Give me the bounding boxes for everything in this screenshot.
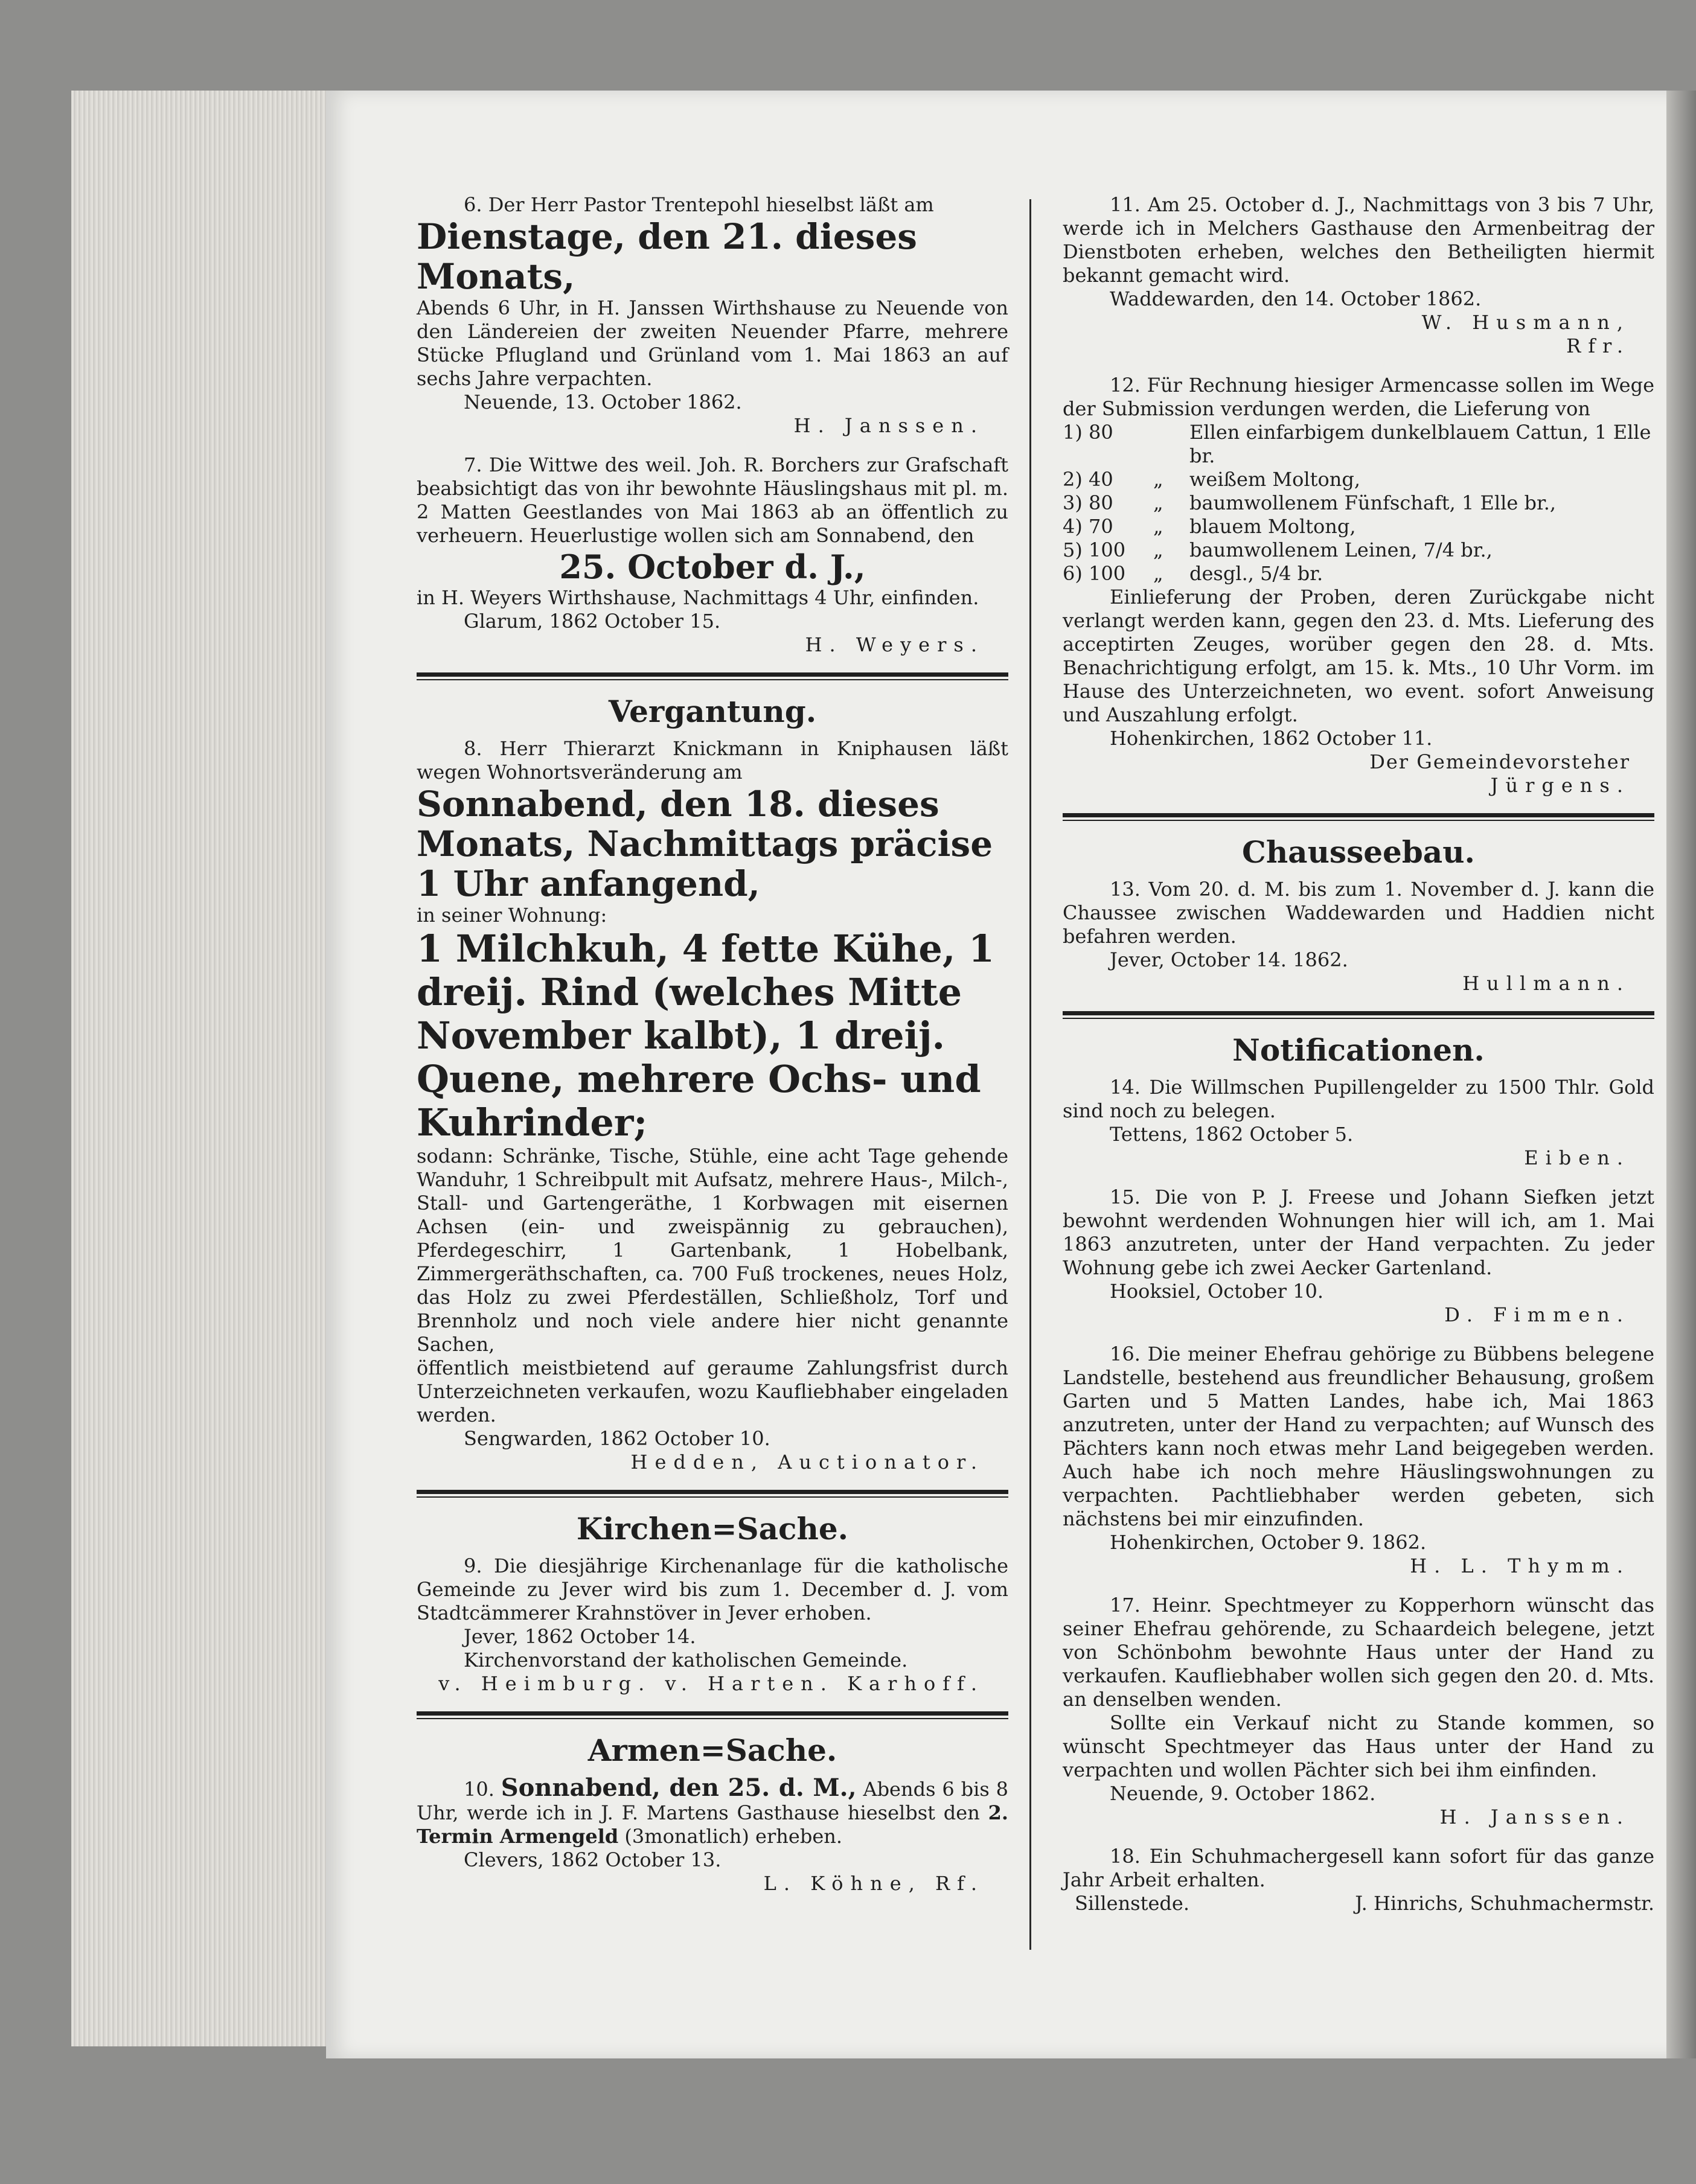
notice-10-body: Abends 6 bis 8 Uhr, werde ich in J. F. Martens Gasthause hieselbst den	[417, 1778, 1009, 1824]
notice-14-place-date: Tettens, 1862 October 5.	[1110, 1123, 1354, 1146]
notice-11	[1063, 193, 1654, 358]
notice-12-place-date: Hohenkirchen, 1862 October 11.	[1110, 727, 1433, 750]
notice-8-location: in seiner Wohnung:	[417, 904, 607, 927]
notice-10-date: Sonnabend, den 25. d. M.,	[501, 1774, 857, 1802]
notice-7-body2: in H. Weyers Wirthshause, Nachmittags 4 Uhr, einfinden.	[417, 586, 979, 609]
notice-10-signature: L. Köhne, Rf.	[763, 1872, 984, 1895]
column-divider	[1029, 199, 1031, 1950]
heading-kirchen: Kirchen=Sache.	[576, 1511, 849, 1547]
notice-6-date: Dienstage, den 21. dieses Monats,	[417, 216, 917, 297]
right-column	[1063, 193, 1654, 1931]
notice-9-signature: v. Heimburg. v. Harten. Karhoff.	[438, 1672, 984, 1695]
notice-6-body: Abends 6 Uhr, in H. Janssen Wirthshause zu Neuende von den Ländereien der zweiten Neuender Pfarre, mehrere Stücke Pflugland und Grünland vom 1. Mai 1863 an auf sechs Jahre verpachten.	[417, 296, 1008, 390]
section-rule	[417, 672, 1008, 680]
notice-7-place-date: Glarum, 1862 October 15.	[464, 610, 721, 633]
page-right-edge	[1666, 91, 1696, 2058]
section-chaussee	[1063, 834, 1654, 995]
notice-11-body: 11. Am 25. October d. J., Nachmittags von 3 bis 7 Uhr, werde ich in Melchers Gasthause den Armenbeitrag der Dienstboten erheben, welches den Betheiligten hiermit bekannt gemacht wird.	[1063, 193, 1654, 287]
notice-9-place-date: Jever, 1862 October 14.	[464, 1625, 696, 1648]
notice-8-date: Sonnabend, den 18. dieses Monats, Nachmittags präcise 1 Uhr anfangend,	[417, 784, 993, 904]
notice-11-signature: W. Husmann,	[1421, 311, 1630, 334]
book-page-edges	[71, 91, 337, 2046]
notice-17	[1063, 1594, 1654, 1829]
notice-7-date: 25. October d. J.,	[559, 548, 866, 586]
notice-8-sodann: sodann: Schränke, Tische, Stühle, eine acht Tage gehende Wanduhr, 1 Schreibpult mit Aufsatz, mehrere Haus-, Milch-, Stall- und Gartengeräthe, 1 Korbwagen mit eisernen Achsen (ein- und zweispännig zu gebrauchen), Pferdegeschirr, 1 Gartenbank, 1 Hobelbank, Zimmergeräthschaften, ca. 700 Fuß trockenes, neues Holz, das Holz zu zwei Pferdeställen, Schließholz, Torf und Brennholz und noch viele andere hier nicht genannte Sachen,	[417, 1145, 1008, 1356]
notice-16	[1063, 1343, 1654, 1578]
notice-11-place-date: Waddewarden, den 14. October 1862.	[1110, 287, 1482, 310]
notice-16-signature: H. L. Thymm.	[1410, 1554, 1630, 1577]
list-item: 5) 100 „ baumwollenem Leinen, 7/4 br.,	[1063, 538, 1493, 561]
section-armen	[417, 1732, 1008, 1895]
notice-6	[417, 193, 1008, 438]
notice-7-body: 7. Die Wittwe des weil. Joh. R. Borchers zur Grafschaft beabsichtigt das von ihr bewohnte Häuslingshaus mit pl. m. 2 Matten Geestlandes von Mai 1863 ab an öffentlich zu verheuern. Heuerlustige wollen sich am Sonnabend, den	[417, 453, 1008, 547]
list-item: 6) 100 „ desgl., 5/4 br.	[1063, 562, 1323, 585]
notice-10-term: 2. Termin Armengeld	[417, 1801, 1009, 1848]
section-rule	[1063, 1011, 1654, 1019]
notice-14-body: 14. Die Willmschen Pupillengelder zu 1500 Thlr. Gold sind noch zu belegen.	[1063, 1076, 1654, 1122]
heading-chaussee: Chausseebau.	[1242, 834, 1475, 870]
notice-17-body2: Sollte ein Verkauf nicht zu Stande kommen, so wünscht Spechtmeyer das Haus unter der Hand zu verpachten und wollen Pächter sich bei ihm einfinden.	[1063, 1711, 1654, 1781]
notice-15-body: 15. Die von P. J. Freese und Johann Siefken jetzt bewohnt werdenden Wohnungen hier will ich, am 1. Mai 1863 anzutreten, unter der Hand verpachten. Zu jeder Wohnung gebe ich zwei Aecker Gartenland.	[1063, 1186, 1654, 1279]
notice-18-signature: J. Hinrichs, Schuhmachermstr.	[1355, 1892, 1654, 1915]
notice-17-body: 17. Heinr. Spechtmeyer zu Kopperhorn wünscht das seiner Ehefrau gehörende, zu Schaardeich belegene, jetzt von Schönbohm bewohnte Haus unter der Hand zu verkaufen. Kaufliebhaber wollen sich gegen den 20. d. Mts. an denselben wenden.	[1063, 1594, 1654, 1711]
notice-15-signature: D. Fimmen.	[1444, 1303, 1630, 1326]
section-rule	[1063, 813, 1654, 821]
notice-15	[1063, 1186, 1654, 1327]
section-rule	[417, 1711, 1008, 1719]
notice-12-items	[1063, 421, 1654, 586]
notice-8-intro: 8. Herr Thierarzt Knickmann in Kniphausen läßt wegen Wohnortsveränderung am	[417, 737, 1008, 784]
notice-10-body-end: (3monatlich) erheben.	[624, 1825, 843, 1848]
notice-6-intro: 6. Der Herr Pastor Trentepohl hieselbst läßt am	[464, 193, 934, 216]
notice-7	[417, 453, 1008, 657]
notice-18-body: 18. Ein Schuhmachergesell kann sofort für das ganze Jahr Arbeit erhalten.	[1063, 1845, 1654, 1891]
notice-8-closing: öffentlich meistbietend auf geraume Zahlungsfrist durch Unterzeichneten verkaufen, wozu Kaufliebhaber eingeladen werden.	[417, 1356, 1008, 1426]
heading-vergantung: Vergantung.	[608, 694, 817, 729]
notice-9-body: 9. Die diesjährige Kirchenanlage für die katholische Gemeinde zu Jever wird bis zum 1. December d. J. vom Stadtcämmerer Krahnstöver in Jever erhoben.	[417, 1554, 1008, 1624]
notice-8-signature: Hedden, Auctionator.	[630, 1451, 984, 1474]
notice-16-body: 16. Die meiner Ehefrau gehörige zu Bübbens belegene Landstelle, bestehend aus freundlicher Behausung, großem Garten und 5 Matten Landes, habe ich, Mai 1863 anzutreten, unter der Hand zu verpachten; auf Wunsch des Pächters kann noch etwas mehr Land beigegeben werden. Auch habe ich noch mehre Häuslingswohnungen zu verpachten. Pachtliebhaber werden gebeten, sich nächstens bei mir einzufinden.	[1063, 1343, 1654, 1530]
section-vergantung	[417, 694, 1008, 1474]
notice-8-place-date: Sengwarden, 1862 October 10.	[464, 1427, 770, 1450]
notice-9-board: Kirchenvorstand der katholischen Gemeinde.	[464, 1649, 908, 1672]
notice-13-body: 13. Vom 20. d. M. bis zum 1. November d. J. kann die Chaussee zwischen Waddewarden und Haddien nicht befahren werden.	[1063, 878, 1654, 948]
notice-18	[1063, 1845, 1654, 1915]
list-item: 2) 40 „ weißem Moltong,	[1063, 468, 1361, 491]
notice-13-place-date: Jever, October 14. 1862.	[1110, 948, 1348, 971]
notice-12-body: 12. Für Rechnung hiesiger Armencasse sollen im Wege der Submission verdungen werden, die Lieferung von	[1063, 374, 1654, 420]
notice-14	[1063, 1076, 1654, 1170]
notice-11-signature2: Rfr.	[1566, 334, 1630, 357]
heading-notificationen: Notificationen.	[1232, 1032, 1485, 1068]
list-item: 4) 70 „ blauem Moltong,	[1063, 515, 1356, 538]
notice-10-place-date: Clevers, 1862 October 13.	[464, 1848, 722, 1871]
notice-10-num: 10.	[464, 1778, 494, 1801]
notice-15-place-date: Hooksiel, October 10.	[1110, 1280, 1324, 1303]
notice-6-place-date: Neuende, 13. October 1862.	[464, 391, 742, 413]
notice-8-items: 1 Milchkuh, 4 fette Kühe, 1 dreij. Rind (welches Mitte November kalbt), 1 dreij. Quene, mehrere Ochs- und Kuhrinder;	[417, 927, 995, 1145]
notice-17-signature: H. Janssen.	[1439, 1806, 1630, 1828]
notice-13-signature: Hullmann.	[1462, 972, 1630, 995]
notice-7-signature: H. Weyers.	[805, 633, 984, 656]
heading-armen: Armen=Sache.	[587, 1732, 837, 1768]
section-notificationen	[1063, 1032, 1654, 1915]
notice-6-signature: H. Janssen.	[793, 414, 984, 437]
list-item: 3) 80 „ baumwollenem Fünfschaft, 1 Elle br.,	[1063, 491, 1557, 514]
notice-12-signature: Jürgens.	[1490, 774, 1630, 797]
left-column	[417, 193, 1008, 1911]
notice-17-place-date: Neuende, 9. October 1862.	[1110, 1782, 1376, 1805]
notice-14-signature: Eiben.	[1524, 1146, 1630, 1169]
list-item: 1) 80 Ellen einfarbigem dunkelblauem Cattun, 1 Elle br.	[1063, 421, 1651, 467]
notice-16-place-date: Hohenkirchen, October 9. 1862.	[1110, 1531, 1427, 1554]
notice-18-place: Sillenstede.	[1075, 1892, 1189, 1915]
section-kirchen	[417, 1511, 1008, 1696]
notice-12-body2: Einlieferung der Proben, deren Zurückgabe nicht verlangt werden kann, gegen den 23. d. Mts. Lieferung des acceptirten Zeuges, worüber gegen den 28. d. Mts. Benachrichtigung erfolgt, am 15. k. Mts., 10 Uhr Vorm. im Hause des Unterzeichneten, wo event. sofort Anweisung und Auszahlung erfolgt.	[1063, 586, 1654, 726]
notice-12	[1063, 374, 1654, 797]
section-rule	[417, 1490, 1008, 1498]
notice-12-office: Der Gemeindevorsteher	[1369, 750, 1630, 773]
